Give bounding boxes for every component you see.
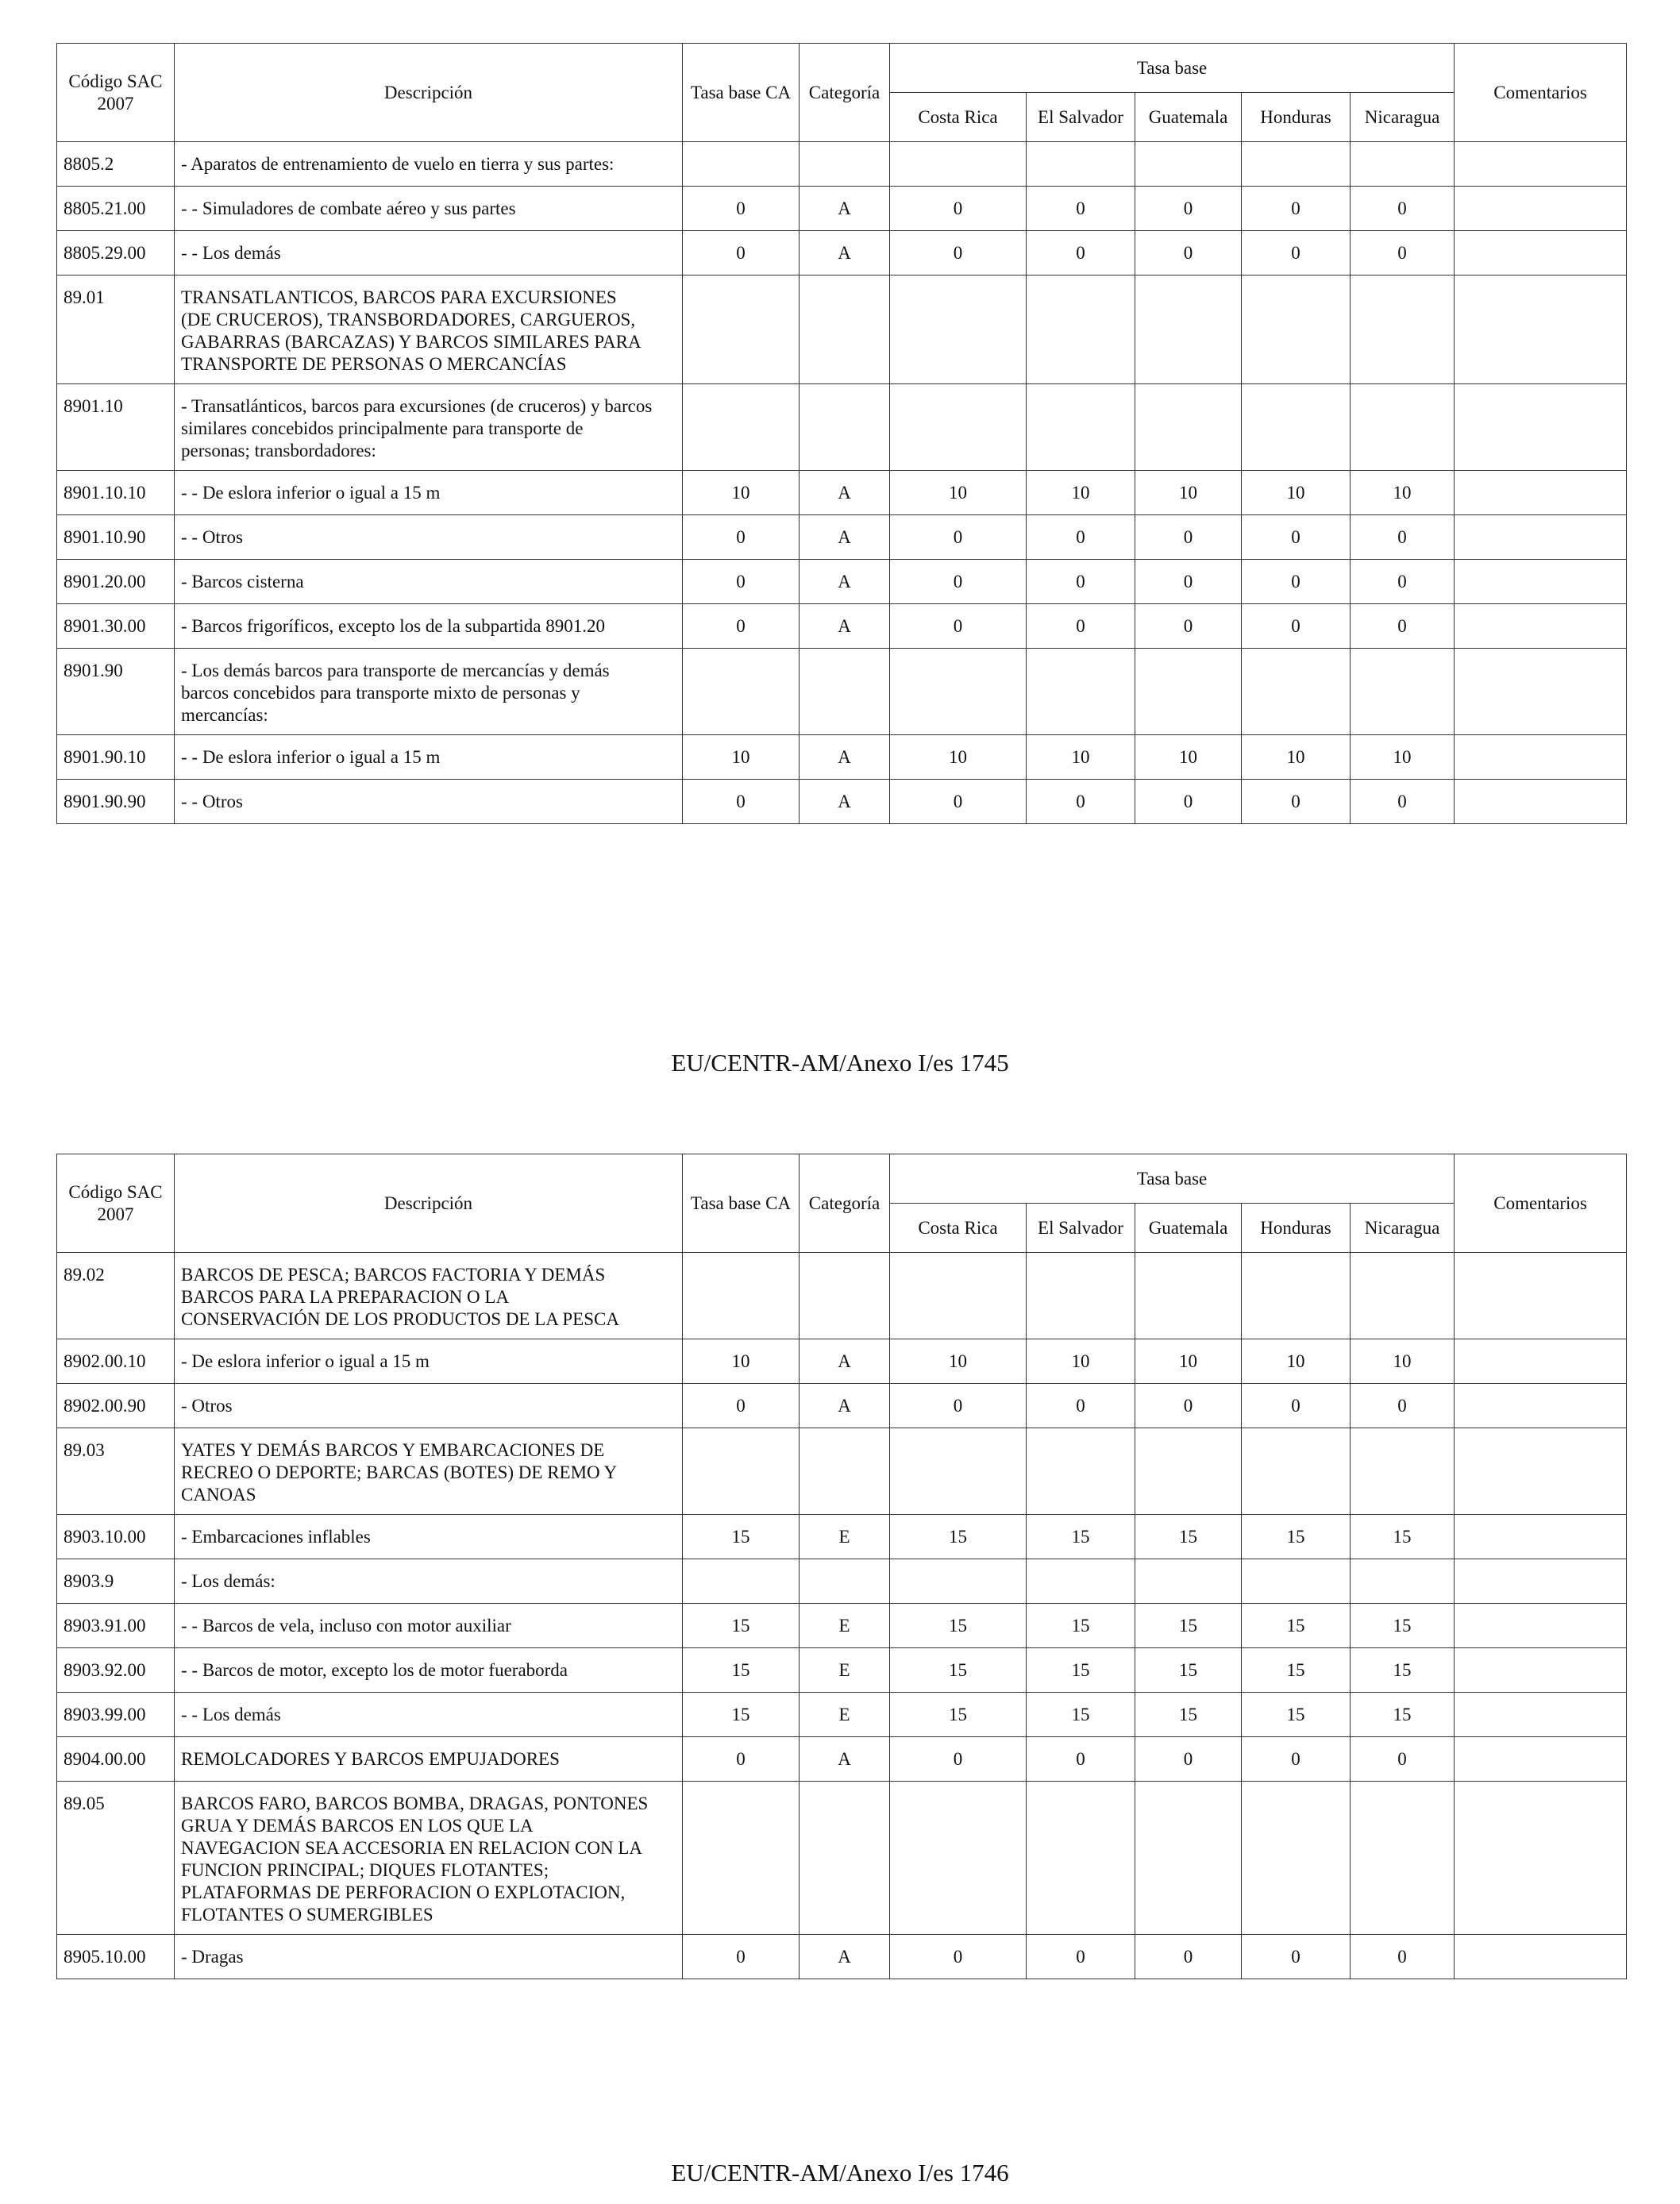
col-header-tasa-base: Tasa base (890, 44, 1455, 93)
description-cell: - Otros (175, 1384, 683, 1428)
el-salvador-cell (1027, 384, 1135, 471)
code-cell: 8903.99.00 (57, 1693, 175, 1737)
table-row (57, 780, 1627, 824)
table-row (57, 1782, 1627, 1935)
code-cell: 8901.20.00 (57, 560, 175, 604)
el-salvador-cell: 0 (1027, 187, 1135, 231)
honduras-cell: 10 (1242, 735, 1351, 780)
description-cell: - - De eslora inferior o igual a 15 m (175, 471, 683, 515)
tasa-ca-cell: 0 (683, 780, 800, 824)
comentarios-cell (1455, 471, 1627, 515)
tasa-ca-cell: 0 (683, 231, 800, 276)
table-row (57, 276, 1627, 384)
code-cell: 8905.10.00 (57, 1935, 175, 1979)
guatemala-cell: 0 (1135, 1935, 1242, 1979)
tasa-ca-cell: 10 (683, 735, 800, 780)
table-row (57, 187, 1627, 231)
guatemala-cell (1135, 1782, 1242, 1935)
comentarios-cell (1455, 384, 1627, 471)
categoria-cell (800, 1559, 890, 1604)
table-row (57, 1253, 1627, 1339)
honduras-cell: 0 (1242, 780, 1351, 824)
table-row (57, 649, 1627, 735)
nicaragua-cell (1351, 1559, 1455, 1604)
code-cell: 8901.10.10 (57, 471, 175, 515)
categoria-cell: A (800, 560, 890, 604)
tasa-ca-cell (683, 142, 800, 187)
description-cell: - - Barcos de motor, excepto los de motor fueraborda (175, 1648, 683, 1693)
honduras-cell: 15 (1242, 1693, 1351, 1737)
description-cell: BARCOS FARO, BARCOS BOMBA, DRAGAS, PONTONES GRUA Y DEMÁS BARCOS EN LOS QUE LA NAVEGACION SEA ACCESORIA EN RELACION CON LA FUNCION PRINCIPAL; DIQUES FLOTANTES; PLATAFORMAS DE PERFORACION O EXPLOTACION, FLOTANTES O SUMERGIBLES (175, 1782, 683, 1935)
code-cell: 8805.2 (57, 142, 175, 187)
table-row (57, 142, 1627, 187)
nicaragua-cell: 0 (1351, 515, 1455, 560)
costa-rica-cell: 0 (890, 1935, 1027, 1979)
description-cell: - - Otros (175, 780, 683, 824)
description-cell: - Aparatos de entrenamiento de vuelo en tierra y sus partes: (175, 142, 683, 187)
description-cell: - Embarcaciones inflables (175, 1515, 683, 1559)
honduras-cell: 0 (1242, 231, 1351, 276)
honduras-cell: 0 (1242, 560, 1351, 604)
el-salvador-cell (1027, 649, 1135, 735)
guatemala-cell (1135, 1559, 1242, 1604)
nicaragua-cell: 15 (1351, 1515, 1455, 1559)
categoria-cell: A (800, 735, 890, 780)
el-salvador-cell: 15 (1027, 1648, 1135, 1693)
guatemala-cell (1135, 384, 1242, 471)
description-cell: REMOLCADORES Y BARCOS EMPUJADORES (175, 1737, 683, 1782)
nicaragua-cell (1351, 142, 1455, 187)
tasa-ca-cell (683, 1782, 800, 1935)
comentarios-cell (1455, 780, 1627, 824)
tasa-ca-cell: 15 (683, 1515, 800, 1559)
tariff-table (56, 43, 1627, 824)
guatemala-cell (1135, 649, 1242, 735)
tasa-ca-cell (683, 1559, 800, 1604)
code-cell: 8902.00.10 (57, 1339, 175, 1384)
col-header-description: Descripción (175, 44, 683, 142)
code-cell: 8901.10.90 (57, 515, 175, 560)
description-cell: TRANSATLANTICOS, BARCOS PARA EXCURSIONES (DE CRUCEROS), TRANSBORDADORES, CARGUEROS, GABARRAS (BARCAZAS) Y BARCOS SIMILARES PARA TRANSPORTE DE PERSONAS O MERCANCÍAS (175, 276, 683, 384)
categoria-cell: A (800, 1737, 890, 1782)
nicaragua-cell (1351, 1428, 1455, 1515)
comentarios-cell (1455, 1515, 1627, 1559)
honduras-cell: 0 (1242, 515, 1351, 560)
categoria-cell: E (800, 1604, 890, 1648)
tasa-ca-cell (683, 384, 800, 471)
honduras-cell: 15 (1242, 1515, 1351, 1559)
page-footer: EU/CENTR-AM/Anexo I/es 1746 (671, 2159, 1009, 2187)
description-cell: - - De eslora inferior o igual a 15 m (175, 735, 683, 780)
guatemala-cell: 10 (1135, 471, 1242, 515)
costa-rica-cell: 0 (890, 515, 1027, 560)
description-cell: - Barcos frigoríficos, excepto los de la subpartida 8901.20 (175, 604, 683, 649)
code-cell: 8903.92.00 (57, 1648, 175, 1693)
honduras-cell (1242, 384, 1351, 471)
table-row (57, 1737, 1627, 1782)
col-header-costa-rica: Costa Rica (890, 93, 1027, 142)
comentarios-cell (1455, 276, 1627, 384)
el-salvador-cell: 0 (1027, 1935, 1135, 1979)
honduras-cell: 15 (1242, 1648, 1351, 1693)
honduras-cell (1242, 1428, 1351, 1515)
comentarios-cell (1455, 1935, 1627, 1979)
table-row (57, 471, 1627, 515)
col-header-el-salvador: El Salvador (1027, 93, 1135, 142)
tasa-ca-cell: 15 (683, 1693, 800, 1737)
costa-rica-cell: 0 (890, 231, 1027, 276)
costa-rica-cell (890, 1428, 1027, 1515)
description-cell: BARCOS DE PESCA; BARCOS FACTORIA Y DEMÁS BARCOS PARA LA PREPARACION O LA CONSERVACIÓN DE LOS PRODUCTOS DE LA PESCA (175, 1253, 683, 1339)
categoria-cell: A (800, 604, 890, 649)
comentarios-cell (1455, 1648, 1627, 1693)
table-row (57, 735, 1627, 780)
categoria-cell: A (800, 515, 890, 560)
guatemala-cell: 10 (1135, 1339, 1242, 1384)
code-cell: 8903.9 (57, 1559, 175, 1604)
col-header-code: Código SAC 2007 (57, 1154, 175, 1253)
guatemala-cell: 0 (1135, 1384, 1242, 1428)
guatemala-cell (1135, 142, 1242, 187)
honduras-cell: 10 (1242, 1339, 1351, 1384)
comentarios-cell (1455, 735, 1627, 780)
nicaragua-cell: 15 (1351, 1604, 1455, 1648)
description-cell: - Barcos cisterna (175, 560, 683, 604)
col-header-nicaragua: Nicaragua (1351, 1204, 1455, 1253)
description-cell: - De eslora inferior o igual a 15 m (175, 1339, 683, 1384)
col-header-honduras: Honduras (1242, 93, 1351, 142)
nicaragua-cell (1351, 384, 1455, 471)
costa-rica-cell: 10 (890, 735, 1027, 780)
categoria-cell (800, 1782, 890, 1935)
guatemala-cell: 15 (1135, 1648, 1242, 1693)
description-cell: - - Otros (175, 515, 683, 560)
tasa-ca-cell (683, 276, 800, 384)
el-salvador-cell (1027, 1559, 1135, 1604)
col-header-el-salvador: El Salvador (1027, 1204, 1135, 1253)
col-header-categoria: Categoría (800, 1154, 890, 1253)
honduras-cell (1242, 1782, 1351, 1935)
tasa-ca-cell (683, 1253, 800, 1339)
guatemala-cell (1135, 276, 1242, 384)
costa-rica-cell (890, 384, 1027, 471)
guatemala-cell: 15 (1135, 1693, 1242, 1737)
guatemala-cell: 0 (1135, 604, 1242, 649)
el-salvador-cell (1027, 276, 1135, 384)
el-salvador-cell (1027, 1428, 1135, 1515)
categoria-cell: A (800, 1935, 890, 1979)
nicaragua-cell: 15 (1351, 1648, 1455, 1693)
tasa-ca-cell: 0 (683, 560, 800, 604)
table-row (57, 231, 1627, 276)
costa-rica-cell (890, 1559, 1027, 1604)
tariff-table (56, 1154, 1627, 1979)
guatemala-cell: 0 (1135, 231, 1242, 276)
tasa-ca-cell: 15 (683, 1648, 800, 1693)
honduras-cell: 0 (1242, 1935, 1351, 1979)
tasa-ca-cell: 15 (683, 1604, 800, 1648)
code-cell: 8903.10.00 (57, 1515, 175, 1559)
guatemala-cell (1135, 1253, 1242, 1339)
honduras-cell: 0 (1242, 187, 1351, 231)
table-row (57, 1428, 1627, 1515)
col-header-tasa-ca: Tasa base CA (683, 44, 800, 142)
nicaragua-cell: 0 (1351, 1737, 1455, 1782)
table-row (57, 384, 1627, 471)
el-salvador-cell: 15 (1027, 1515, 1135, 1559)
comentarios-cell (1455, 1428, 1627, 1515)
costa-rica-cell: 10 (890, 1339, 1027, 1384)
costa-rica-cell: 15 (890, 1604, 1027, 1648)
guatemala-cell: 0 (1135, 560, 1242, 604)
col-header-code: Código SAC 2007 (57, 44, 175, 142)
costa-rica-cell: 15 (890, 1693, 1027, 1737)
code-cell: 8901.90.10 (57, 735, 175, 780)
categoria-cell (800, 1428, 890, 1515)
page-footer: EU/CENTR-AM/Anexo I/es 1745 (671, 1049, 1009, 1077)
el-salvador-cell: 0 (1027, 515, 1135, 560)
el-salvador-cell: 0 (1027, 1384, 1135, 1428)
guatemala-cell: 0 (1135, 780, 1242, 824)
costa-rica-cell: 0 (890, 780, 1027, 824)
comentarios-cell (1455, 1737, 1627, 1782)
comentarios-cell (1455, 515, 1627, 560)
comentarios-cell (1455, 1559, 1627, 1604)
comentarios-cell (1455, 604, 1627, 649)
tasa-ca-cell: 0 (683, 187, 800, 231)
code-cell: 8904.00.00 (57, 1737, 175, 1782)
comentarios-cell (1455, 1339, 1627, 1384)
guatemala-cell (1135, 1428, 1242, 1515)
code-cell: 8901.90 (57, 649, 175, 735)
comentarios-cell (1455, 1693, 1627, 1737)
table-body (57, 142, 1627, 824)
honduras-cell (1242, 1559, 1351, 1604)
nicaragua-cell: 0 (1351, 604, 1455, 649)
el-salvador-cell: 0 (1027, 604, 1135, 649)
col-header-guatemala: Guatemala (1135, 1204, 1242, 1253)
tasa-ca-cell (683, 649, 800, 735)
categoria-cell: A (800, 1384, 890, 1428)
description-cell: - Transatlánticos, barcos para excursiones (de cruceros) y barcos similares concebidos principalmente para transporte de personas; transbordadores: (175, 384, 683, 471)
costa-rica-cell: 0 (890, 1737, 1027, 1782)
el-salvador-cell: 0 (1027, 231, 1135, 276)
honduras-cell: 10 (1242, 471, 1351, 515)
costa-rica-cell: 0 (890, 187, 1027, 231)
honduras-cell (1242, 649, 1351, 735)
tasa-ca-cell: 10 (683, 1339, 800, 1384)
comentarios-cell (1455, 1384, 1627, 1428)
nicaragua-cell: 0 (1351, 187, 1455, 231)
comentarios-cell (1455, 649, 1627, 735)
guatemala-cell: 15 (1135, 1604, 1242, 1648)
code-cell: 8902.00.90 (57, 1384, 175, 1428)
nicaragua-cell (1351, 1253, 1455, 1339)
honduras-cell (1242, 276, 1351, 384)
code-cell: 89.01 (57, 276, 175, 384)
col-header-nicaragua: Nicaragua (1351, 93, 1455, 142)
table-row (57, 1515, 1627, 1559)
description-cell: - Los demás barcos para transporte de mercancías y demás barcos concebidos para transporte mixto de personas y mercancías: (175, 649, 683, 735)
tasa-ca-cell: 0 (683, 1737, 800, 1782)
honduras-cell: 0 (1242, 1737, 1351, 1782)
table-row (57, 1559, 1627, 1604)
nicaragua-cell: 10 (1351, 735, 1455, 780)
description-cell: - - Simuladores de combate aéreo y sus partes (175, 187, 683, 231)
table-row (57, 1604, 1627, 1648)
costa-rica-cell: 0 (890, 560, 1027, 604)
code-cell: 8901.30.00 (57, 604, 175, 649)
col-header-comentarios: Comentarios (1455, 1154, 1627, 1253)
description-cell: - Dragas (175, 1935, 683, 1979)
table-body (57, 1253, 1627, 1979)
guatemala-cell: 0 (1135, 187, 1242, 231)
el-salvador-cell: 0 (1027, 780, 1135, 824)
table-row (57, 1384, 1627, 1428)
honduras-cell: 0 (1242, 604, 1351, 649)
code-cell: 89.02 (57, 1253, 175, 1339)
categoria-cell: A (800, 187, 890, 231)
costa-rica-cell (890, 276, 1027, 384)
comentarios-cell (1455, 1253, 1627, 1339)
col-header-tasa-ca: Tasa base CA (683, 1154, 800, 1253)
table-header (57, 44, 1627, 142)
el-salvador-cell: 10 (1027, 471, 1135, 515)
nicaragua-cell (1351, 276, 1455, 384)
col-header-honduras: Honduras (1242, 1204, 1351, 1253)
code-cell: 8901.90.90 (57, 780, 175, 824)
costa-rica-cell: 0 (890, 604, 1027, 649)
tasa-ca-cell: 10 (683, 471, 800, 515)
col-header-comentarios: Comentarios (1455, 44, 1627, 142)
guatemala-cell: 0 (1135, 515, 1242, 560)
el-salvador-cell (1027, 1253, 1135, 1339)
tasa-ca-cell: 0 (683, 604, 800, 649)
tasa-ca-cell: 0 (683, 1384, 800, 1428)
nicaragua-cell: 0 (1351, 1384, 1455, 1428)
nicaragua-cell: 0 (1351, 231, 1455, 276)
categoria-cell (800, 1253, 890, 1339)
table-row (57, 1339, 1627, 1384)
el-salvador-cell: 10 (1027, 1339, 1135, 1384)
description-cell: YATES Y DEMÁS BARCOS Y EMBARCACIONES DE RECREO O DEPORTE; BARCAS (BOTES) DE REMO Y CANOAS (175, 1428, 683, 1515)
costa-rica-cell: 10 (890, 471, 1027, 515)
honduras-cell (1242, 142, 1351, 187)
description-cell: - - Barcos de vela, incluso con motor auxiliar (175, 1604, 683, 1648)
categoria-cell: A (800, 471, 890, 515)
categoria-cell (800, 142, 890, 187)
tasa-ca-cell (683, 1428, 800, 1515)
table-row (57, 560, 1627, 604)
col-header-guatemala: Guatemala (1135, 93, 1242, 142)
categoria-cell (800, 276, 890, 384)
el-salvador-cell: 0 (1027, 560, 1135, 604)
col-header-tasa-base: Tasa base (890, 1154, 1455, 1204)
code-cell: 8805.29.00 (57, 231, 175, 276)
el-salvador-cell (1027, 1782, 1135, 1935)
description-cell: - - Los demás (175, 231, 683, 276)
el-salvador-cell: 0 (1027, 1737, 1135, 1782)
code-cell: 8901.10 (57, 384, 175, 471)
el-salvador-cell (1027, 142, 1135, 187)
nicaragua-cell: 15 (1351, 1693, 1455, 1737)
col-header-categoria: Categoría (800, 44, 890, 142)
table-row (57, 1648, 1627, 1693)
nicaragua-cell: 0 (1351, 780, 1455, 824)
description-cell: - Los demás: (175, 1559, 683, 1604)
el-salvador-cell: 15 (1027, 1604, 1135, 1648)
table-header (57, 1154, 1627, 1253)
honduras-cell: 0 (1242, 1384, 1351, 1428)
costa-rica-cell: 0 (890, 1384, 1027, 1428)
nicaragua-cell: 0 (1351, 560, 1455, 604)
honduras-cell (1242, 1253, 1351, 1339)
table-row (57, 1693, 1627, 1737)
categoria-cell: A (800, 231, 890, 276)
comentarios-cell (1455, 560, 1627, 604)
nicaragua-cell: 0 (1351, 1935, 1455, 1979)
guatemala-cell: 0 (1135, 1737, 1242, 1782)
categoria-cell: E (800, 1648, 890, 1693)
comentarios-cell (1455, 1604, 1627, 1648)
comentarios-cell (1455, 231, 1627, 276)
description-cell: - - Los demás (175, 1693, 683, 1737)
table-row (57, 515, 1627, 560)
guatemala-cell: 15 (1135, 1515, 1242, 1559)
costa-rica-cell (890, 1253, 1027, 1339)
costa-rica-cell: 15 (890, 1515, 1027, 1559)
costa-rica-cell (890, 649, 1027, 735)
costa-rica-cell (890, 142, 1027, 187)
code-cell: 8805.21.00 (57, 187, 175, 231)
honduras-cell: 15 (1242, 1604, 1351, 1648)
col-header-description: Descripción (175, 1154, 683, 1253)
comentarios-cell (1455, 142, 1627, 187)
code-cell: 89.05 (57, 1782, 175, 1935)
categoria-cell: E (800, 1693, 890, 1737)
costa-rica-cell: 15 (890, 1648, 1027, 1693)
categoria-cell (800, 384, 890, 471)
categoria-cell: A (800, 780, 890, 824)
table-row (57, 604, 1627, 649)
tasa-ca-cell: 0 (683, 1935, 800, 1979)
nicaragua-cell (1351, 649, 1455, 735)
nicaragua-cell: 10 (1351, 1339, 1455, 1384)
categoria-cell: E (800, 1515, 890, 1559)
comentarios-cell (1455, 187, 1627, 231)
costa-rica-cell (890, 1782, 1027, 1935)
code-cell: 89.03 (57, 1428, 175, 1515)
categoria-cell: A (800, 1339, 890, 1384)
table-row (57, 1935, 1627, 1979)
el-salvador-cell: 15 (1027, 1693, 1135, 1737)
el-salvador-cell: 10 (1027, 735, 1135, 780)
categoria-cell (800, 649, 890, 735)
comentarios-cell (1455, 1782, 1627, 1935)
code-cell: 8903.91.00 (57, 1604, 175, 1648)
nicaragua-cell: 10 (1351, 471, 1455, 515)
guatemala-cell: 10 (1135, 735, 1242, 780)
col-header-costa-rica: Costa Rica (890, 1204, 1027, 1253)
nicaragua-cell (1351, 1782, 1455, 1935)
tasa-ca-cell: 0 (683, 515, 800, 560)
